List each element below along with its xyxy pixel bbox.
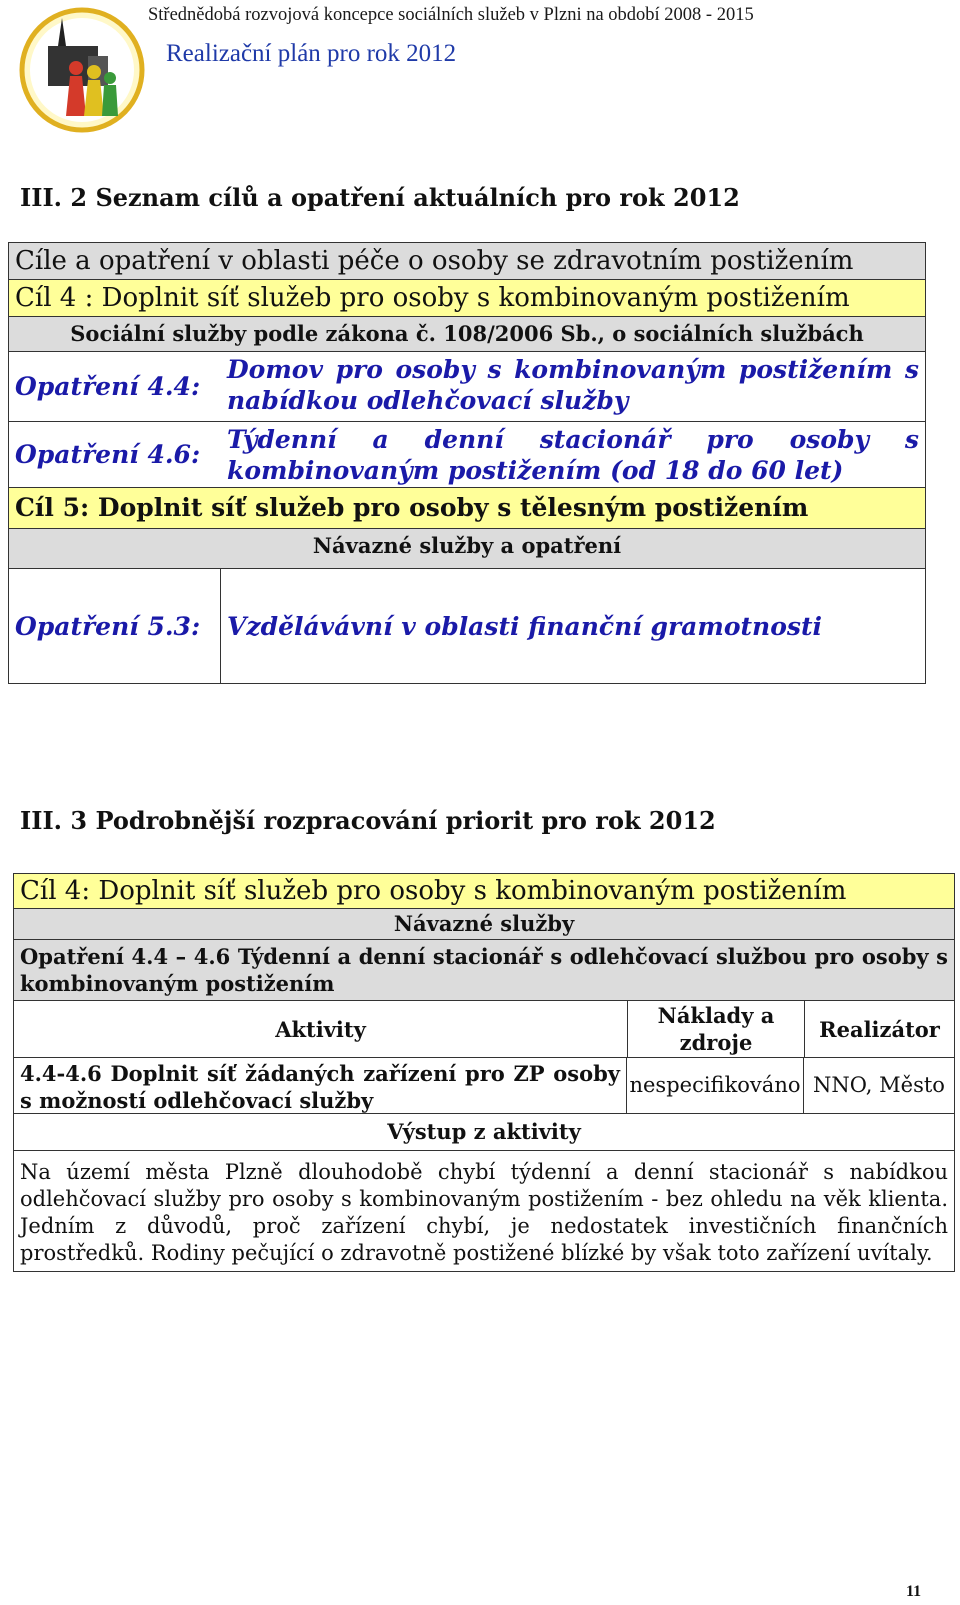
output-text: Na území města Plzně dlouhodobě chybí týdenní a denní stacionář s nabídkou odlehčovací služby pro osoby s kombinovaným postižením - bez ohledu na věk klienta. Jedním z důvodů, proč zařízení chybí, je nedostatek investičních finančních prostředků. Rodiny pečující o zdravotně postižené blízké by však toto zařízení uvítaly. <box>20 1160 948 1265</box>
related-services: Návazné služby <box>14 909 954 940</box>
document-series-title: Střednědobá rozvojová koncepce sociálních služeb v Plzni na období 2008 - 2015 <box>148 5 754 25</box>
section-heading-2: III. 2 Seznam cílů a opatření aktuálních pro rok 2012 <box>20 183 740 212</box>
col-realizer: Realizátor <box>819 1016 940 1042</box>
activity-text: 4.4-4.6 Doplnit síť žádaných zařízení pro ZP osoby s možností odlehčovací služby <box>14 1058 627 1113</box>
activity-row <box>14 1058 954 1114</box>
law-note: Sociální služby podle zákona č. 108/2006 Sb., o sociálních službách <box>9 317 925 352</box>
measure-row <box>9 352 925 422</box>
measure-row: Opatření 4.4 – 4.6 Týdenní a denní stacionář s odlehčovací službou pro osoby s kombinovaným postižením <box>14 940 954 1001</box>
measure-label: Opatření 5.3: <box>9 569 221 683</box>
measure-label: Opatření 4.6: <box>15 440 201 469</box>
goal-5-row: Cíl 5: Doplnit síť služeb pro osoby s tělesným postižením <box>9 488 925 529</box>
section-heading-3: III. 3 Podrobnější rozpracování priorit pro rok 2012 <box>20 806 716 835</box>
measure-text: Týdenní a denní stacionář pro osoby s kombinovaným postižením (od 18 do 60 let) <box>227 425 919 485</box>
goals-table <box>8 242 926 684</box>
goal-row: Cíl 4: Doplnit síť služeb pro osoby s kombinovaným postižením <box>14 874 954 909</box>
related-services: Návazné služby a opatření <box>9 529 925 569</box>
measure-row <box>9 569 925 683</box>
goal-4-row: Cíl 4 : Doplnit síť služeb pro osoby s kombinovaným postižením <box>9 280 925 317</box>
costs-value: nespecifikováno <box>627 1058 804 1113</box>
col-activities: Aktivity <box>14 1001 628 1057</box>
measure-text: Vzdělávávní v oblasti finanční gramotnosti <box>227 611 823 641</box>
area-title: Cíle a opatření v oblasti péče o osoby se zdravotním postižením <box>9 243 925 280</box>
realizer-value: NNO, Město <box>813 1073 945 1097</box>
activities-header <box>14 1001 954 1058</box>
output-label: Výstup z aktivity <box>14 1114 954 1151</box>
measure-text: Domov pro osoby s kombinovaným postižením s nabídkou odlehčovací služby <box>227 355 919 415</box>
col-costs: Náklady a zdroje <box>628 1001 805 1057</box>
detail-table <box>13 873 955 1272</box>
document-subtitle: Realizační plán pro rok 2012 <box>166 40 457 67</box>
measure-label: Opatření 4.4: <box>15 372 201 401</box>
city-people-logo-icon <box>18 6 146 134</box>
measure-row <box>9 422 925 488</box>
page-number: 11 <box>906 1583 922 1600</box>
